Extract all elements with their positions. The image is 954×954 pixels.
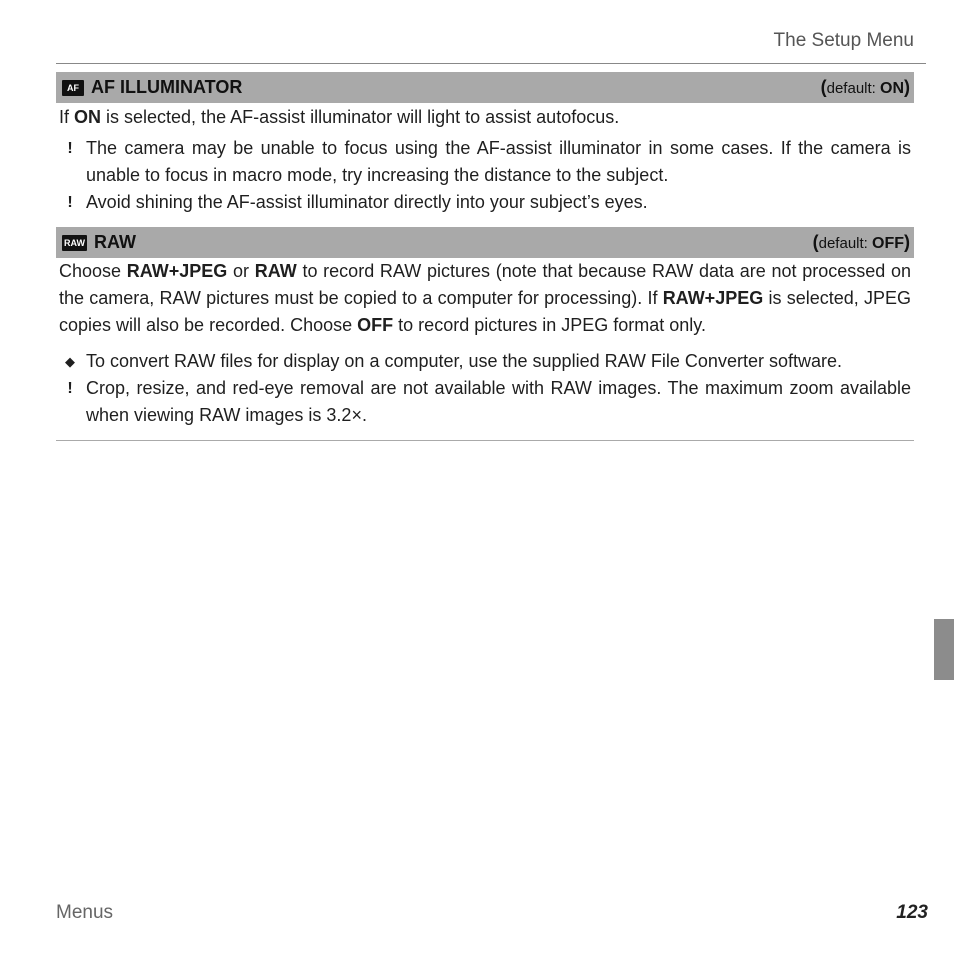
section-header-raw: [56, 227, 914, 258]
default-label: default:: [826, 79, 880, 97]
section-header-af-illuminator: [56, 72, 914, 103]
default-value: (default: OFF): [812, 231, 910, 252]
tip-icon: ◆: [65, 354, 75, 369]
default-setting: OFF: [872, 234, 904, 252]
section-divider: [56, 440, 914, 441]
note-item: ! Crop, resize, and red-eye removal are not available with RAW images. The maximum zoom available when viewing RAW images is 3.2×.: [59, 375, 911, 429]
default-label: default:: [818, 234, 872, 252]
chapter-tab: [934, 619, 954, 680]
page-number: 123: [896, 902, 928, 923]
section-title: RAW: [94, 232, 136, 252]
footer-chapter: Menus: [56, 902, 114, 923]
note-item: ! The camera may be unable to focus using the AF-assist illuminator in some cases. If the camera is unable to focus in macro mode, try increasing the distance to the subject.: [59, 135, 911, 189]
note-item: ! Avoid shining the AF-assist illuminator directly into your subject’s eyes.: [59, 189, 911, 216]
caution-icon: !: [67, 380, 73, 397]
note-item: ◆ To convert RAW files for display on a computer, use the supplied RAW File Converter software.: [59, 348, 911, 375]
header-divider: [56, 63, 926, 64]
section-title: AF ILLUMINATOR: [91, 77, 243, 97]
running-header: The Setup Menu: [773, 30, 914, 51]
raw-description: Choose RAW+JPEG or RAW to record RAW pictures (note that because RAW data are not processed on the camera, RAW pictures must be copied to a computer for processing). If RAW+JPEG is selected, JPEG copies will also be recorded. Choose OFF to record pictures in JPEG format only.: [59, 261, 911, 335]
option-on: ON: [74, 107, 102, 127]
caution-icon: !: [67, 140, 73, 157]
raw-icon: RAW: [62, 235, 87, 251]
default-setting: ON: [880, 79, 904, 97]
caution-icon: !: [67, 194, 73, 211]
af-illuminator-icon: AF: [62, 80, 84, 96]
default-value: (default: ON): [820, 76, 910, 97]
af-description: If ON is selected, the AF-assist illuminator will light to assist autofocus.: [59, 107, 620, 127]
